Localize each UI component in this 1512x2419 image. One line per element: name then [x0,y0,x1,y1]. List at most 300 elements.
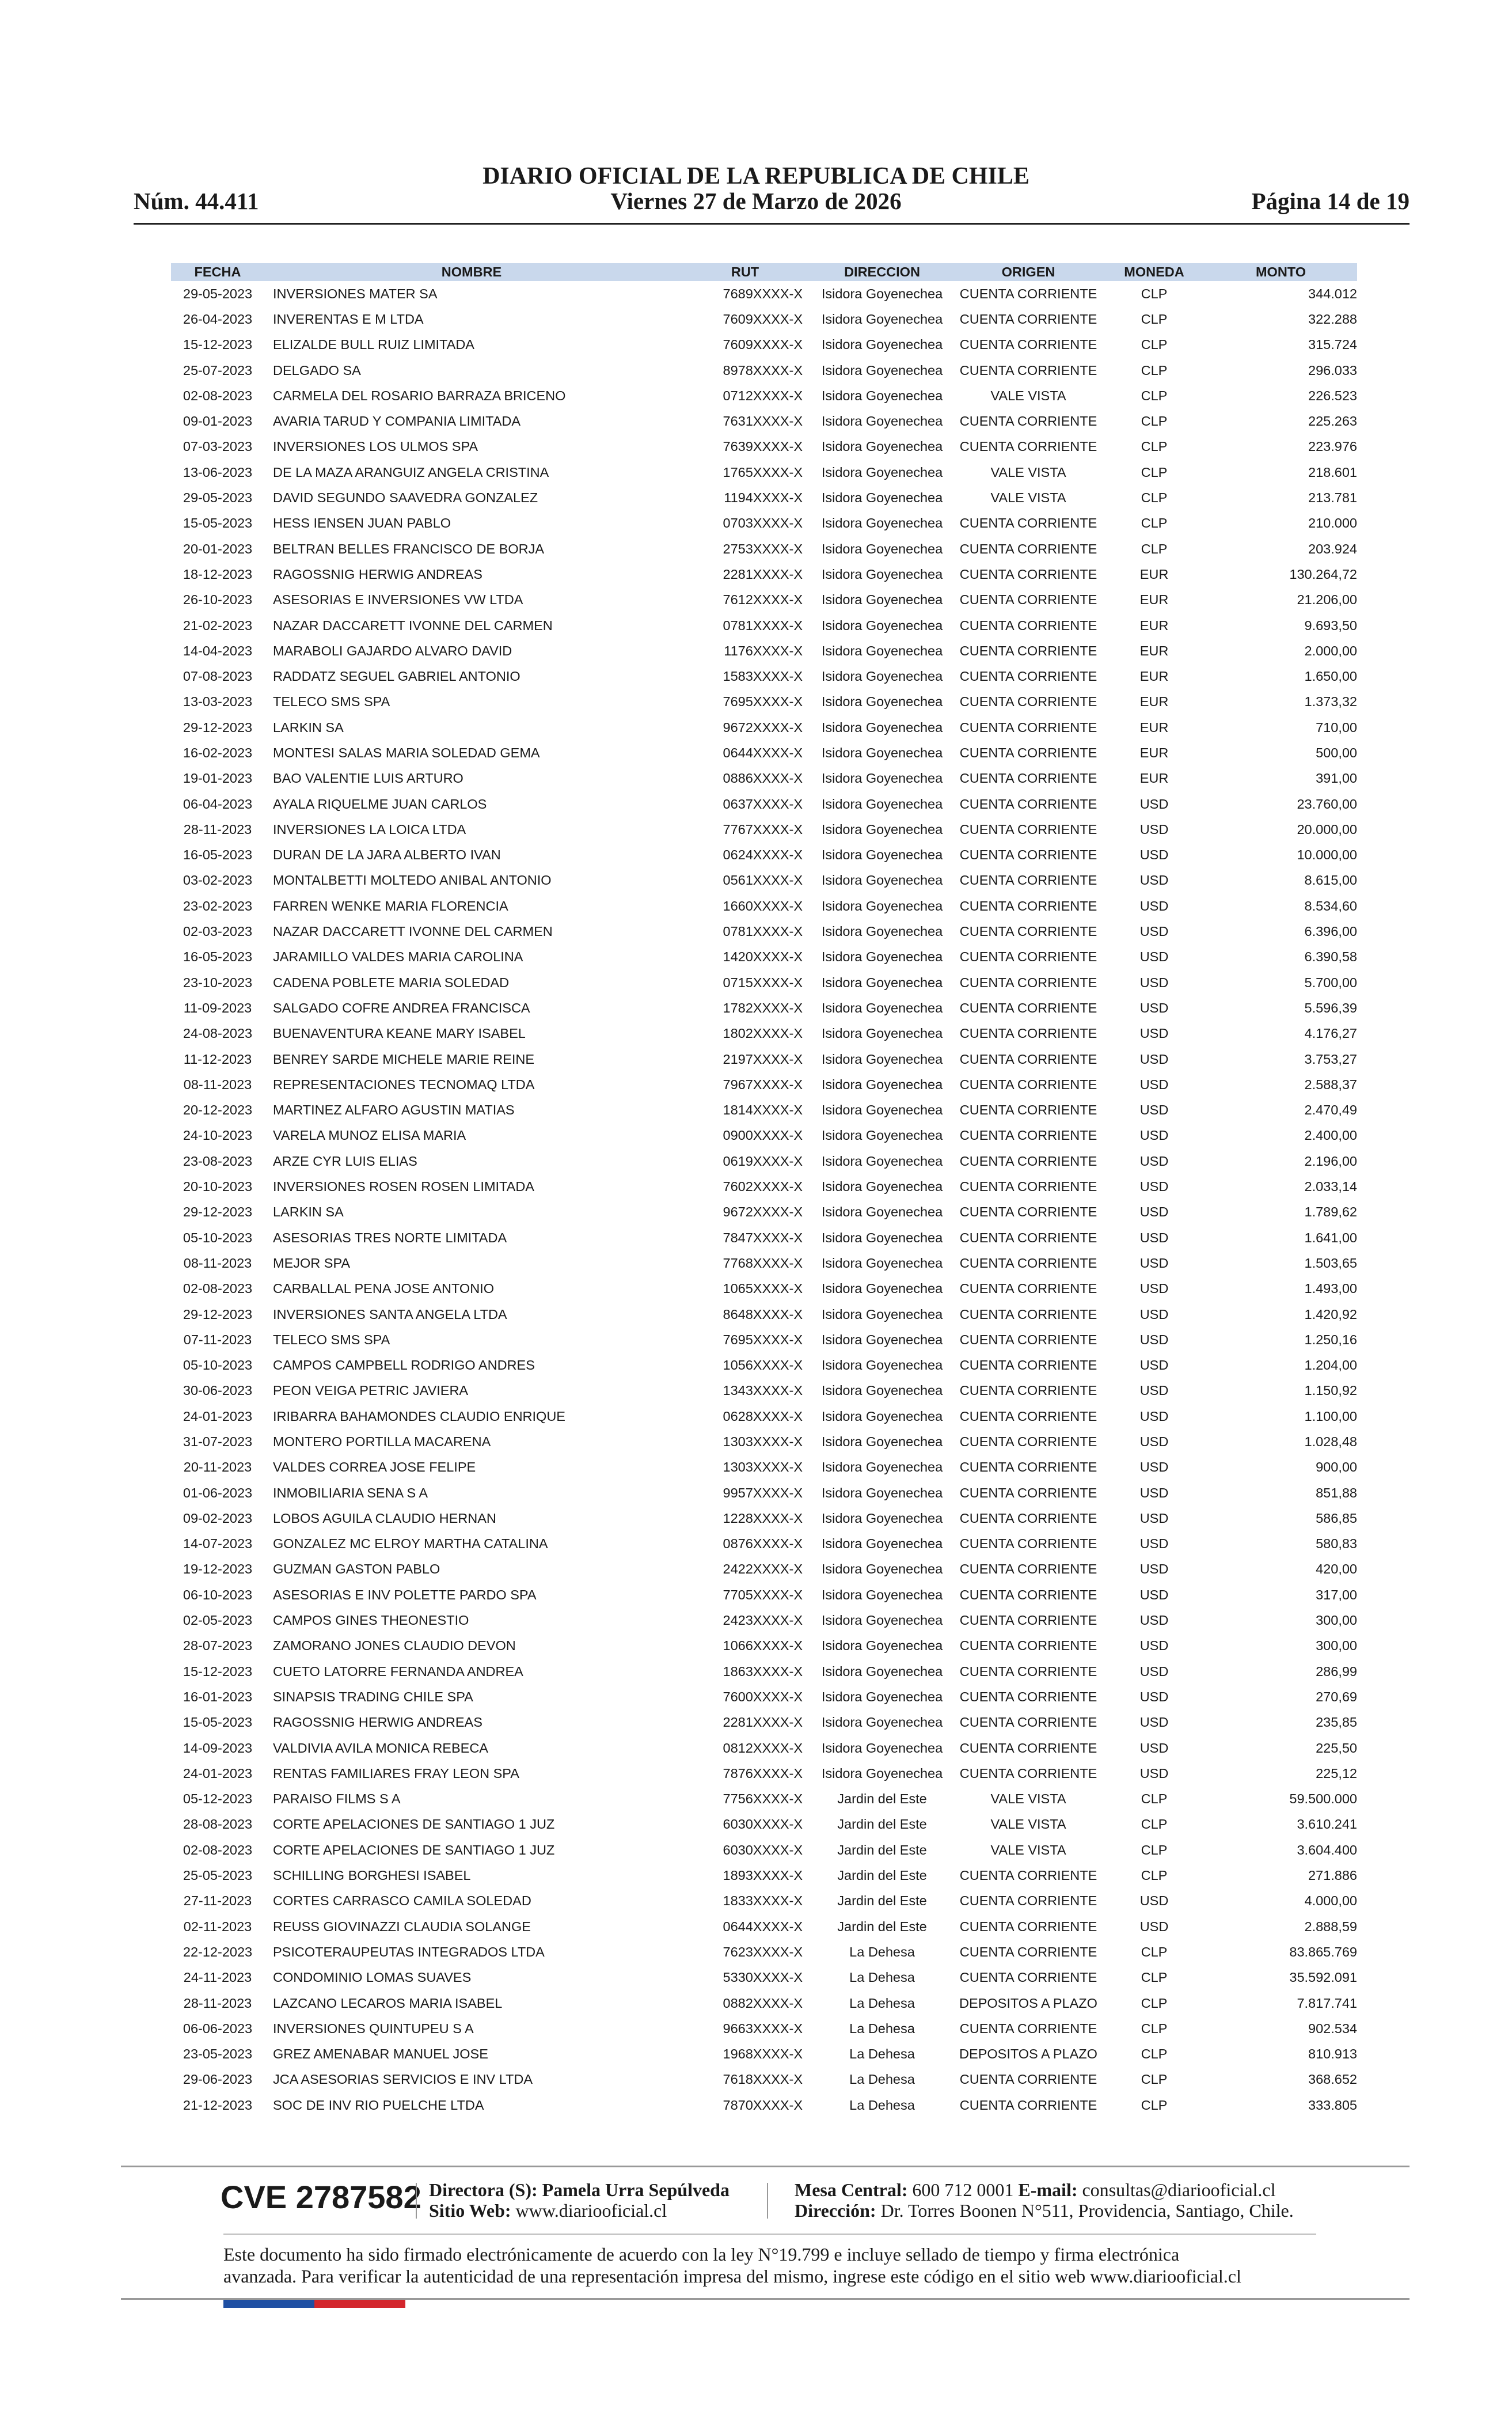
cell-direccion: Jardin del Este [837,1817,927,1832]
cell-monto: 2.196,00 [1304,1153,1357,1169]
cell-nombre: ELIZALDE BULL RUIZ LIMITADA [273,337,474,352]
cell-nombre: SOC DE INV RIO PUELCHE LTDA [273,2097,484,2113]
issue-number: Núm. 44.411 [134,188,259,214]
cell-rut: 0781XXXX-X [723,617,803,633]
cell-monto: 4.000,00 [1304,1893,1357,1909]
cell-moneda: CLP [1141,2020,1168,2036]
cell-direccion: Isidora Goyenechea [821,1587,943,1602]
cell-fecha: 14-07-2023 [183,1536,253,1552]
cell-origen: VALE VISTA [990,1817,1066,1832]
cell-monto: 1.641,00 [1304,1230,1357,1245]
cell-nombre: LOBOS AGUILA CLAUDIO HERNAN [273,1510,496,1526]
cell-rut: 7768XXXX-X [723,1255,803,1271]
cell-nombre: SCHILLING BORGHESI ISABEL [273,1868,471,1883]
director-name: Pamela Urra Sepúlveda [542,2179,730,2200]
cell-fecha: 16-01-2023 [183,1689,253,1704]
cell-rut: 1420XXXX-X [723,949,803,965]
cell-monto: 580,83 [1316,1536,1357,1552]
cell-nombre: TELECO SMS SPA [273,1332,390,1347]
cell-direccion: Isidora Goyenechea [821,439,943,454]
table-row [171,2041,1357,2067]
table-row [171,1148,1357,1174]
cell-fecha: 22-12-2023 [183,1944,253,1959]
address-value: Dr. Torres Boonen N°511, Providencia, Santiago, Chile. [880,2200,1294,2221]
cell-rut: 9663XXXX-X [723,2020,803,2036]
table-row [171,791,1357,817]
cell-fecha: 29-06-2023 [183,2072,253,2087]
cell-direccion: Isidora Goyenechea [821,286,943,301]
cell-origen: CUENTA CORRIENTE [959,771,1097,786]
cell-monto: 296.033 [1308,362,1357,378]
cell-moneda: USD [1139,1918,1169,1934]
column-header-moneda: MONEDA [1124,264,1184,279]
cell-nombre: RAGOSSNIG HERWIG ANDREAS [273,1715,483,1730]
table-row [171,893,1357,919]
cell-direccion: Isidora Goyenechea [821,1102,943,1118]
table-row [171,1404,1357,1429]
cell-rut: 0561XXXX-X [723,873,803,888]
cell-direccion: La Dehesa [849,2072,915,2087]
cell-fecha: 02-03-2023 [183,924,253,939]
cell-fecha: 29-12-2023 [183,719,253,735]
cell-rut: 1802XXXX-X [723,1026,803,1041]
cell-moneda: CLP [1141,439,1168,454]
cell-nombre: CADENA POBLETE MARIA SOLEDAD [273,975,510,990]
cell-direccion: Isidora Goyenechea [821,771,943,786]
cell-moneda: EUR [1139,566,1169,582]
cell-fecha: 21-12-2023 [183,2097,253,2113]
table-row [171,868,1357,893]
cell-moneda: USD [1139,1076,1169,1092]
cell-direccion: Isidora Goyenechea [821,1765,943,1781]
cell-origen: VALE VISTA [990,1842,1066,1857]
cell-moneda: USD [1139,1587,1169,1602]
cell-nombre: PSICOTERAUPEUTAS INTEGRADOS LTDA [273,1944,545,1959]
cell-direccion: Isidora Goyenechea [821,1740,943,1756]
table-row [171,1225,1357,1250]
cell-rut: 1814XXXX-X [723,1102,803,1118]
cell-nombre: MARABOLI GAJARDO ALVARO DAVID [273,643,512,658]
cell-moneda: USD [1139,1485,1169,1500]
cell-origen: CUENTA CORRIENTE [959,311,1097,327]
cell-monto: 1.204,00 [1304,1358,1357,1373]
cell-rut: 1782XXXX-X [723,1000,803,1015]
cell-direccion: Isidora Goyenechea [821,1383,943,1398]
footer-divider-top [121,2166,1410,2167]
cell-moneda: USD [1139,1051,1169,1067]
cell-nombre: NAZAR DACCARETT IVONNE DEL CARMEN [273,924,553,939]
flag-stripe-blue [223,2300,314,2308]
cell-moneda: USD [1139,1255,1169,1271]
cell-monto: 1.250,16 [1304,1332,1357,1347]
cell-origen: CUENTA CORRIENTE [959,1230,1097,1245]
cell-monto: 322.288 [1308,311,1357,327]
cell-fecha: 03-02-2023 [183,873,253,888]
cell-rut: 0644XXXX-X [723,745,803,760]
cell-moneda: CLP [1141,1791,1168,1807]
table-row [171,1480,1357,1506]
records-table-body [171,281,1357,2118]
cell-moneda: USD [1139,1204,1169,1220]
cell-direccion: Isidora Goyenechea [821,541,943,556]
cell-moneda: USD [1139,924,1169,939]
cell-monto: 218.601 [1308,464,1357,480]
cell-origen: CUENTA CORRIENTE [959,1281,1097,1296]
cell-rut: 0644XXXX-X [723,1918,803,1934]
cell-rut: 1303XXXX-X [723,1434,803,1449]
cell-fecha: 29-12-2023 [183,1204,253,1220]
table-row [171,2092,1357,2118]
cell-rut: 2281XXXX-X [723,1715,803,1730]
cell-direccion: La Dehesa [849,1944,915,1959]
cell-nombre: INVERSIONES LA LOICA LTDA [273,821,466,837]
cell-rut: 1194XXXX-X [724,490,803,506]
cell-nombre: LARKIN SA [273,1204,344,1220]
cell-monto: 344.012 [1308,286,1357,301]
cell-origen: CUENTA CORRIENTE [959,1000,1097,1015]
cell-direccion: Isidora Goyenechea [821,388,943,403]
cell-direccion: Isidora Goyenechea [821,1332,943,1347]
cell-moneda: CLP [1141,414,1168,429]
cell-monto: 3.604.400 [1297,1842,1357,1857]
cell-nombre: GONZALEZ MC ELROY MARTHA CATALINA [273,1536,548,1552]
cell-nombre: MEJOR SPA [273,1255,351,1271]
cell-nombre: INVERSIONES QUINTUPEU S A [273,2020,474,2036]
cell-rut: 9672XXXX-X [723,1204,803,1220]
cell-monto: 213.781 [1308,490,1357,506]
cell-rut: 2197XXXX-X [723,1051,803,1067]
cell-rut: 0876XXXX-X [723,1536,803,1552]
cell-rut: 1303XXXX-X [723,1459,803,1475]
cell-moneda: EUR [1139,771,1169,786]
cell-nombre: REUSS GIOVINAZZI CLAUDIA SOLANGE [273,1918,531,1934]
table-row [171,1098,1357,1123]
cell-origen: CUENTA CORRIENTE [959,1204,1097,1220]
table-row [171,536,1357,562]
masthead-title: DIARIO OFICIAL DE LA REPUBLICA DE CHILE [483,163,1029,189]
table-row [171,1607,1357,1633]
cell-monto: 3.610.241 [1297,1817,1357,1832]
cell-direccion: Isidora Goyenechea [821,796,943,812]
contact-line [795,2179,1276,2201]
cell-rut: 9672XXXX-X [723,719,803,735]
cell-fecha: 26-04-2023 [183,311,253,327]
cell-monto: 4.176,27 [1304,1026,1357,1041]
cell-direccion: La Dehesa [849,2097,915,2113]
cell-direccion: La Dehesa [849,2046,915,2062]
cell-direccion: La Dehesa [849,1970,915,1985]
cell-fecha: 25-05-2023 [183,1868,253,1883]
cell-fecha: 02-08-2023 [183,388,253,403]
cell-origen: CUENTA CORRIENTE [959,1510,1097,1526]
table-row [171,1633,1357,1659]
cell-direccion: Isidora Goyenechea [821,617,943,633]
cell-moneda: USD [1139,1281,1169,1296]
cell-nombre: BENREY SARDE MICHELE MARIE REINE [273,1051,535,1067]
cell-rut: 0882XXXX-X [723,1995,803,2011]
cell-direccion: Isidora Goyenechea [821,873,943,888]
cell-fecha: 29-12-2023 [183,1306,253,1322]
cell-monto: 7.817.741 [1297,1995,1357,2011]
phone-value: 600 712 0001 [912,2179,1014,2200]
table-row [171,1761,1357,1786]
table-row [171,1174,1357,1199]
cell-rut: 7639XXXX-X [723,439,803,454]
cve-code: CVE 2787582 [221,2179,421,2215]
table-row [171,1047,1357,1072]
cell-origen: CUENTA CORRIENTE [959,1026,1097,1041]
cell-monto: 333.805 [1308,2097,1357,2113]
cell-nombre: INVERSIONES ROSEN ROSEN LIMITADA [273,1179,534,1195]
address-line [795,2200,1294,2221]
cell-fecha: 27-11-2023 [183,1893,252,1909]
table-row [171,2067,1357,2092]
cell-direccion: Isidora Goyenechea [821,1358,943,1373]
cell-origen: CUENTA CORRIENTE [959,1893,1097,1909]
cell-nombre: JCA ASESORIAS SERVICIOS E INV LTDA [273,2072,533,2087]
cell-monto: 210.000 [1308,515,1357,531]
cell-direccion: Isidora Goyenechea [821,1510,943,1526]
cell-direccion: Jardin del Este [837,1842,927,1857]
cell-origen: CUENTA CORRIENTE [959,898,1097,913]
cell-rut: 1863XXXX-X [723,1663,803,1679]
table-row [171,1531,1357,1557]
email-link[interactable]: consultas@diariooficial.cl [1082,2179,1276,2200]
cell-moneda: CLP [1141,2072,1168,2087]
cell-fecha: 23-02-2023 [183,898,253,913]
table-row [171,1557,1357,1582]
cell-monto: 1.100,00 [1304,1408,1357,1424]
cell-origen: VALE VISTA [990,388,1066,403]
cell-rut: 2281XXXX-X [723,566,803,582]
cell-origen: CUENTA CORRIENTE [959,924,1097,939]
cell-rut: 1176XXXX-X [724,643,803,658]
cell-monto: 1.789,62 [1304,1204,1357,1220]
table-row [171,281,1357,306]
cell-rut: 0715XXXX-X [723,975,803,990]
cell-fecha: 29-05-2023 [183,490,253,506]
cell-direccion: Isidora Goyenechea [821,643,943,658]
table-row [171,1352,1357,1378]
cell-origen: CUENTA CORRIENTE [959,1102,1097,1118]
cell-direccion: Jardin del Este [837,1893,927,1909]
column-header-monto: MONTO [1255,264,1306,279]
cell-moneda: USD [1139,1230,1169,1245]
cell-origen: CUENTA CORRIENTE [959,847,1097,863]
cell-nombre: LAZCANO LECAROS MARIA ISABEL [273,1995,503,2011]
cell-rut: 1583XXXX-X [723,669,803,684]
cell-nombre: INVERSIONES LOS ULMOS SPA [273,439,478,454]
cell-moneda: CLP [1141,1842,1168,1857]
cell-moneda: USD [1139,796,1169,812]
cell-rut: 7847XXXX-X [723,1230,803,1245]
cell-nombre: AYALA RIQUELME JUAN CARLOS [273,796,487,812]
cell-monto: 23.760,00 [1297,796,1357,812]
cell-fecha: 25-07-2023 [183,362,253,378]
cell-direccion: Isidora Goyenechea [821,311,943,327]
cell-nombre: INVERENTAS E M LTDA [273,311,424,327]
cell-origen: CUENTA CORRIENTE [959,617,1097,633]
cell-monto: 6.396,00 [1304,924,1357,939]
cell-monto: 2.888,59 [1304,1918,1357,1934]
cell-origen: CUENTA CORRIENTE [959,1638,1097,1654]
cell-direccion: Isidora Goyenechea [821,847,943,863]
cell-rut: 1968XXXX-X [723,2046,803,2062]
issue-date: Viernes 27 de Marzo de 2026 [610,188,902,214]
cell-direccion: Isidora Goyenechea [821,1230,943,1245]
cell-monto: 5.596,39 [1304,1000,1357,1015]
cell-rut: 0637XXXX-X [723,796,803,812]
cell-origen: CUENTA CORRIENTE [959,821,1097,837]
table-row [171,715,1357,740]
table-row [171,1990,1357,2016]
website-label: Sitio Web: [429,2200,511,2221]
cell-fecha: 26-10-2023 [183,592,253,608]
cell-fecha: 13-03-2023 [183,694,253,710]
cell-direccion: Isidora Goyenechea [821,669,943,684]
cell-direccion: Isidora Goyenechea [821,1281,943,1296]
cell-origen: CUENTA CORRIENTE [959,1358,1097,1373]
cell-fecha: 14-09-2023 [183,1740,253,1756]
cell-moneda: USD [1139,1536,1169,1552]
cell-rut: 1343XXXX-X [723,1383,803,1398]
table-row [171,1787,1357,1812]
cell-moneda: CLP [1141,1868,1168,1883]
cell-origen: CUENTA CORRIENTE [959,975,1097,990]
cell-direccion: Isidora Goyenechea [821,898,943,913]
cell-nombre: RADDATZ SEGUEL GABRIEL ANTONIO [273,669,521,684]
cell-monto: 710,00 [1316,719,1357,735]
cell-origen: CUENTA CORRIENTE [959,1765,1097,1781]
cell-nombre: ZAMORANO JONES CLAUDIO DEVON [273,1638,516,1654]
cell-direccion: Isidora Goyenechea [821,464,943,480]
cell-origen: CUENTA CORRIENTE [959,1434,1097,1449]
cell-direccion: Isidora Goyenechea [821,1128,943,1143]
cell-monto: 300,00 [1316,1638,1357,1654]
cell-direccion: Isidora Goyenechea [821,1408,943,1424]
table-row [171,1021,1357,1047]
cell-nombre: MARTINEZ ALFARO AGUSTIN MATIAS [273,1102,515,1118]
cell-nombre: INVERSIONES MATER SA [273,286,438,301]
cell-nombre: CONDOMINIO LOMAS SUAVES [273,1970,472,1985]
table-row [171,1302,1357,1327]
cell-direccion: Isidora Goyenechea [821,337,943,352]
table-row [171,1429,1357,1454]
cell-nombre: AVARIA TARUD Y COMPANIA LIMITADA [273,414,521,429]
cell-moneda: USD [1139,873,1169,888]
cell-rut: 7609XXXX-X [723,311,803,327]
cell-nombre: CORTE APELACIONES DE SANTIAGO 1 JUZ [273,1842,555,1857]
table-row [171,1582,1357,1607]
cell-fecha: 15-05-2023 [183,1715,253,1730]
cell-direccion: La Dehesa [849,1995,915,2011]
cell-moneda: EUR [1139,694,1169,710]
cell-moneda: USD [1139,1000,1169,1015]
cell-direccion: Isidora Goyenechea [821,1715,943,1730]
website-link[interactable]: www.diariooficial.cl [515,2200,667,2221]
cell-moneda: USD [1139,1128,1169,1143]
cell-origen: CUENTA CORRIENTE [959,1740,1097,1756]
cell-rut: 0619XXXX-X [723,1153,803,1169]
cell-nombre: CAMPOS GINES THEONESTIO [273,1613,469,1628]
cell-monto: 1.373,32 [1304,694,1357,710]
table-row [171,945,1357,970]
cell-moneda: USD [1139,1459,1169,1475]
cell-direccion: Isidora Goyenechea [821,1026,943,1041]
table-row [171,2016,1357,2041]
footer-separator [767,2183,768,2219]
cell-nombre: VARELA MUNOZ ELISA MARIA [273,1128,466,1143]
cell-monto: 8.615,00 [1304,873,1357,888]
cell-fecha: 16-02-2023 [183,745,253,760]
cell-direccion: Isidora Goyenechea [821,1434,943,1449]
cell-monto: 1.493,00 [1304,1281,1357,1296]
cell-moneda: EUR [1139,617,1169,633]
cell-nombre: GREZ AMENABAR MANUEL JOSE [273,2046,488,2062]
cell-rut: 7609XXXX-X [723,337,803,352]
cell-origen: CUENTA CORRIENTE [959,694,1097,710]
table-row [171,1914,1357,1939]
cell-rut: 7767XXXX-X [723,821,803,837]
cell-nombre: VALDES CORREA JOSE FELIPE [273,1459,476,1475]
cell-nombre: MONTERO PORTILLA MACARENA [273,1434,491,1449]
cell-moneda: USD [1139,1102,1169,1118]
table-row [171,970,1357,995]
table-row [171,817,1357,842]
cell-origen: CUENTA CORRIENTE [959,2072,1097,2087]
address-label: Dirección: [795,2200,876,2221]
cell-fecha: 13-06-2023 [183,464,253,480]
table-row [171,663,1357,689]
table-row [171,1659,1357,1684]
cell-nombre: CARMELA DEL ROSARIO BARRAZA BRICENO [273,388,566,403]
cell-monto: 286,99 [1316,1663,1357,1679]
cell-rut: 7695XXXX-X [723,694,803,710]
cell-monto: 226.523 [1308,388,1357,403]
table-row [171,919,1357,944]
table-row [171,1123,1357,1148]
cell-origen: CUENTA CORRIENTE [959,1536,1097,1552]
cell-origen: CUENTA CORRIENTE [959,1306,1097,1322]
cell-moneda: USD [1139,1332,1169,1347]
cell-origen: CUENTA CORRIENTE [959,873,1097,888]
cell-moneda: CLP [1141,515,1168,531]
cell-fecha: 11-12-2023 [183,1051,252,1067]
cell-fecha: 24-10-2023 [183,1128,253,1143]
cell-direccion: Isidora Goyenechea [821,1076,943,1092]
cell-moneda: USD [1139,1434,1169,1449]
cell-nombre: PEON VEIGA PETRIC JAVIERA [273,1383,469,1398]
cell-nombre: FARREN WENKE MARIA FLORENCIA [273,898,508,913]
cell-fecha: 23-05-2023 [183,2046,253,2062]
cell-rut: 7689XXXX-X [723,286,803,301]
cell-monto: 1.650,00 [1304,669,1357,684]
cell-direccion: Isidora Goyenechea [821,362,943,378]
cell-direccion: Isidora Goyenechea [821,1255,943,1271]
column-header-nombre: NOMBRE [441,264,502,279]
cell-rut: 8978XXXX-X [723,362,803,378]
cell-moneda: CLP [1141,362,1168,378]
cell-origen: CUENTA CORRIENTE [959,566,1097,582]
cell-fecha: 19-12-2023 [183,1561,253,1577]
cell-rut: 1893XXXX-X [723,1868,803,1883]
cell-moneda: EUR [1139,719,1169,735]
table-row [171,995,1357,1021]
cell-fecha: 06-10-2023 [183,1587,253,1602]
cell-nombre: RENTAS FAMILIARES FRAY LEON SPA [273,1765,519,1781]
cell-moneda: CLP [1141,464,1168,480]
cell-monto: 1.028,48 [1304,1434,1357,1449]
